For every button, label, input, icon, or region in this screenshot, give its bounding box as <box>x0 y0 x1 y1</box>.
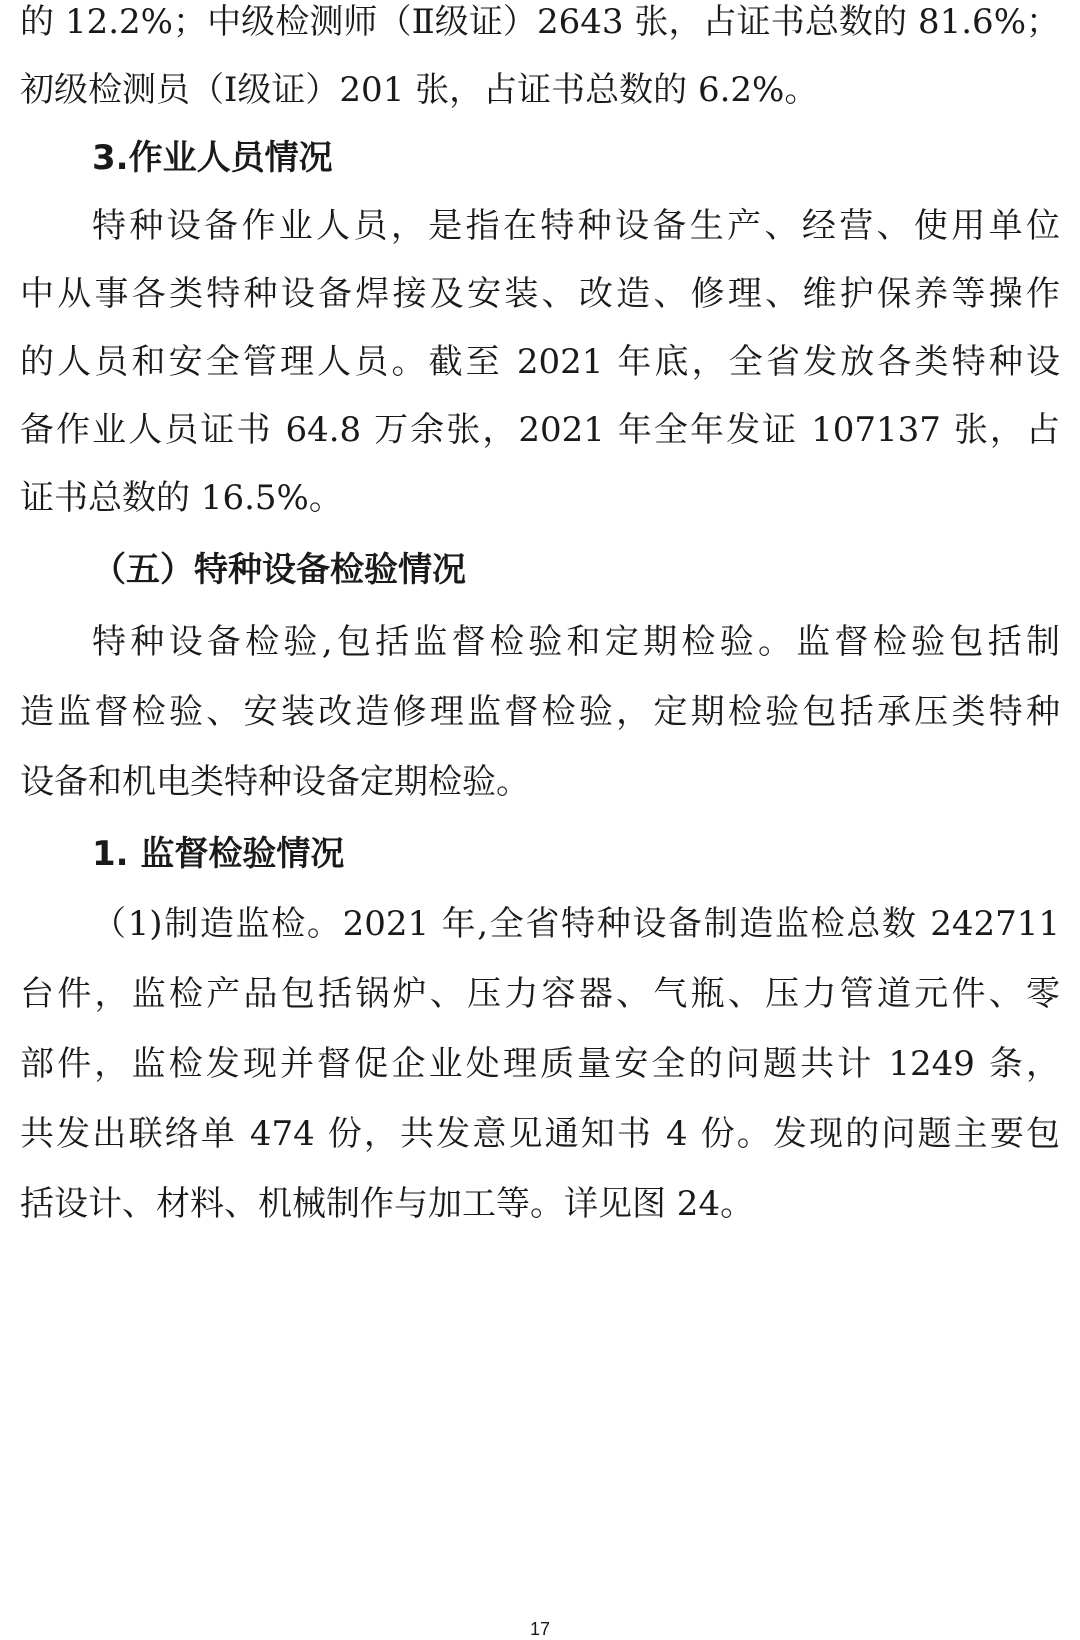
paragraph-line: （1)制造监检。2021 年,全省特种设备制造监检总数 242711 <box>92 904 1060 944</box>
paragraph-line: 部件，监检发现并督促企业处理质量安全的问题共计 1249 条， <box>20 1044 1060 1084</box>
section-heading: 3.作业人员情况 <box>92 138 333 178</box>
paragraph-line: 证书总数的 16.5%。 <box>20 478 343 518</box>
section-heading: 1. 监督检验情况 <box>92 834 345 874</box>
paragraph-line: 初级检测员（Ⅰ级证）201 张，占证书总数的 6.2%。 <box>20 70 819 110</box>
page-number: 17 <box>529 1619 551 1639</box>
paragraph-line: 括设计、材料、机械制作与加工等。详见图 24。 <box>20 1184 755 1224</box>
section-heading: （五）特种设备检验情况 <box>92 550 466 590</box>
paragraph-line: 造监督检验、安装改造修理监督检验，定期检验包括承压类特种 <box>20 692 1060 732</box>
paragraph-line: 备作业人员证书 64.8 万余张，2021 年全年发证 107137 张，占 <box>20 410 1060 450</box>
paragraph-line: 设备和机电类特种设备定期检验。 <box>20 762 530 802</box>
paragraph-line: 的 12.2%；中级检测师（Ⅱ级证）2643 张，占证书总数的 81.6%； <box>20 2 1060 42</box>
paragraph-line: 的人员和安全管理人员。截至 2021 年底，全省发放各类特种设 <box>20 342 1060 382</box>
paragraph-line: 特种设备作业人员，是指在特种设备生产、经营、使用单位 <box>92 206 1060 246</box>
paragraph-line: 共发出联络单 474 份，共发意见通知书 4 份。发现的问题主要包 <box>20 1114 1060 1154</box>
paragraph-line: 特种设备检验,包括监督检验和定期检验。监督检验包括制 <box>92 622 1060 662</box>
paragraph-line: 中从事各类特种设备焊接及安装、改造、修理、维护保养等操作 <box>20 274 1060 314</box>
paragraph-line: 台件，监检产品包括锅炉、压力容器、气瓶、压力管道元件、零 <box>20 974 1060 1014</box>
